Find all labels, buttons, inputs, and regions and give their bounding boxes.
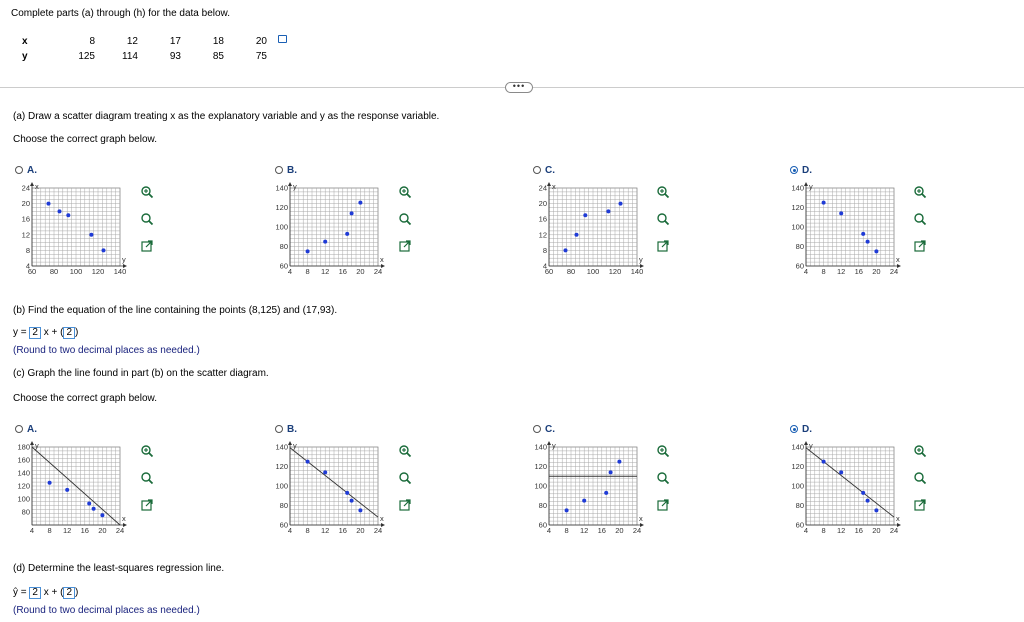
table-row bbox=[22, 49, 267, 64]
x-tick-label: 12 bbox=[837, 526, 846, 535]
equation-prefix: y = bbox=[13, 327, 27, 338]
radio-c-option-c[interactable] bbox=[533, 425, 541, 433]
data-point bbox=[350, 499, 354, 503]
x-tick-label: 12 bbox=[321, 267, 330, 276]
y-value: 114 bbox=[122, 51, 138, 62]
y-tick-label: 24 bbox=[21, 183, 30, 193]
icon-handle bbox=[407, 480, 411, 484]
data-point bbox=[874, 508, 878, 512]
x-tick-label: 16 bbox=[597, 526, 606, 535]
x-tick-label: 8 bbox=[821, 267, 826, 276]
y-tick-label: 100 bbox=[275, 481, 288, 491]
data-point bbox=[358, 508, 362, 512]
y-tick-label: 140 bbox=[534, 442, 547, 452]
y-value: 85 bbox=[212, 51, 224, 62]
icon-handle bbox=[665, 453, 669, 457]
part-d-question: (d) Determine the least-squares regression line. bbox=[13, 563, 225, 574]
y-tick-label: 140 bbox=[791, 442, 804, 452]
x-tick-label: 16 bbox=[338, 526, 347, 535]
y-tick-label: 4 bbox=[25, 261, 30, 271]
zoom-in-icon[interactable] bbox=[140, 444, 156, 460]
y-tick-label: 16 bbox=[21, 214, 30, 224]
data-point bbox=[345, 491, 349, 495]
x-value: 17 bbox=[169, 36, 181, 47]
slope-input[interactable]: 2 bbox=[29, 587, 41, 599]
open-new-window-icon[interactable] bbox=[656, 498, 672, 514]
x-tick-label: 20 bbox=[872, 526, 881, 535]
x-tick-label: 60 bbox=[544, 267, 554, 276]
y-tick-label: 120 bbox=[17, 481, 30, 491]
x-tick-label: 4 bbox=[287, 267, 293, 276]
y-axis-label: y bbox=[293, 441, 297, 450]
y-tick-label: 80 bbox=[538, 501, 547, 510]
icon-lens bbox=[915, 214, 923, 222]
zoom-out-icon[interactable] bbox=[140, 471, 156, 487]
y-axis-arrow bbox=[547, 441, 551, 445]
open-new-window-icon[interactable] bbox=[140, 239, 156, 255]
zoom-out-icon[interactable] bbox=[398, 212, 414, 228]
y-tick-label: 80 bbox=[279, 501, 288, 510]
grid bbox=[290, 188, 378, 266]
data-point bbox=[66, 213, 70, 217]
y-axis-label: x bbox=[35, 182, 39, 191]
y-tick-label: 80 bbox=[21, 507, 30, 517]
part-a-instruction: Choose the correct graph below. bbox=[13, 134, 157, 145]
x-tick-label: 16 bbox=[80, 526, 89, 535]
x-value: 12 bbox=[126, 36, 138, 47]
icon-handle bbox=[407, 453, 411, 457]
data-point bbox=[604, 491, 608, 495]
y-axis-label: y bbox=[809, 182, 813, 191]
rounding-note: (Round to two decimal places as needed.) bbox=[13, 605, 200, 616]
x-tick-label: 16 bbox=[854, 267, 863, 276]
x-tick-label: 8 bbox=[564, 526, 569, 535]
y-tick-label: 60 bbox=[538, 520, 547, 530]
x-axis-label: x bbox=[122, 514, 126, 523]
zoom-out-icon[interactable] bbox=[656, 212, 672, 228]
icon-handle bbox=[665, 480, 669, 484]
data-point bbox=[323, 240, 327, 244]
icon-handle bbox=[407, 194, 411, 198]
grid bbox=[549, 188, 637, 266]
x-tick-label: 24 bbox=[373, 526, 383, 535]
y-tick-label: 100 bbox=[791, 222, 804, 232]
open-new-window-icon[interactable] bbox=[913, 239, 929, 255]
y-tick-label: 100 bbox=[275, 222, 288, 232]
option-label: D. bbox=[802, 424, 812, 435]
open-new-window-icon[interactable] bbox=[656, 239, 672, 255]
data-point bbox=[575, 233, 579, 237]
y-tick-label: 80 bbox=[795, 501, 804, 510]
x-tick-label: 140 bbox=[630, 267, 644, 276]
y-tick-label: 120 bbox=[791, 462, 804, 471]
data-point bbox=[58, 209, 62, 213]
y-axis-arrow bbox=[547, 182, 551, 186]
y-axis-label: x bbox=[552, 182, 556, 191]
data-point bbox=[822, 201, 826, 205]
x-value: 18 bbox=[212, 36, 224, 47]
y-axis-label: y bbox=[809, 441, 813, 450]
data-point bbox=[306, 249, 310, 253]
option-label: A. bbox=[27, 165, 37, 176]
x-tick-label: 20 bbox=[356, 526, 365, 535]
y-axis-label: y bbox=[293, 182, 297, 191]
rounding-note: (Round to two decimal places as needed.) bbox=[13, 345, 200, 356]
icon-handle bbox=[665, 221, 669, 225]
x-tick-label: 4 bbox=[29, 526, 35, 535]
data-point bbox=[822, 460, 826, 464]
y-header: y bbox=[22, 51, 28, 62]
data-point bbox=[609, 470, 613, 474]
y-value: 75 bbox=[255, 51, 267, 62]
graph-a-option-c bbox=[529, 182, 649, 284]
data-table bbox=[22, 34, 267, 64]
x-tick-label: 24 bbox=[889, 267, 899, 276]
graph-c-option-c bbox=[529, 441, 649, 543]
data-point bbox=[839, 211, 843, 215]
y-tick-label: 8 bbox=[25, 245, 30, 255]
icon-handle bbox=[922, 480, 926, 484]
data-point bbox=[565, 508, 569, 512]
icon-lens bbox=[142, 473, 150, 481]
x-tick-label: 24 bbox=[373, 267, 383, 276]
y-tick-label: 100 bbox=[17, 494, 30, 504]
icon-lens bbox=[658, 214, 666, 222]
icon-lens bbox=[142, 214, 150, 222]
radio-a-option-a[interactable] bbox=[15, 166, 23, 174]
y-axis-arrow bbox=[288, 182, 292, 186]
x-tick-label: 80 bbox=[49, 267, 59, 276]
data-point bbox=[866, 240, 870, 244]
y-tick-label: 120 bbox=[534, 462, 547, 471]
zoom-out-icon[interactable] bbox=[913, 212, 929, 228]
option-label: C. bbox=[545, 165, 555, 176]
x-tick-label: 20 bbox=[356, 267, 365, 276]
icon-handle bbox=[149, 221, 153, 225]
data-point bbox=[87, 502, 91, 506]
y-tick-label: 160 bbox=[17, 455, 30, 465]
x-tick-label: 60 bbox=[27, 267, 37, 276]
y-tick-label: 100 bbox=[534, 481, 547, 491]
x-tick-label: 8 bbox=[305, 267, 310, 276]
graph-a-option-d bbox=[786, 182, 906, 284]
x-tick-label: 24 bbox=[115, 526, 125, 535]
graph-c-option-b bbox=[270, 441, 390, 543]
x-tick-label: 12 bbox=[580, 526, 589, 535]
y-tick-label: 140 bbox=[275, 183, 288, 193]
part-d-equation: ŷ = 2 x + ( 2 ) bbox=[13, 587, 79, 598]
data-point bbox=[861, 491, 865, 495]
zoom-out-icon[interactable] bbox=[913, 471, 929, 487]
zoom-in-icon[interactable] bbox=[656, 185, 672, 201]
slope-input[interactable]: 2 bbox=[29, 327, 41, 339]
data-point bbox=[839, 470, 843, 474]
x-header: x bbox=[22, 36, 28, 47]
radio-a-option-c[interactable] bbox=[533, 166, 541, 174]
part-b-question: (b) Find the equation of the line containing the points (8,125) and (17,93). bbox=[13, 305, 338, 316]
option-label: A. bbox=[27, 424, 37, 435]
x-value: 20 bbox=[255, 36, 267, 47]
data-point bbox=[345, 232, 349, 236]
open-new-window-icon[interactable] bbox=[398, 239, 414, 255]
data-point bbox=[866, 499, 870, 503]
y-tick-label: 12 bbox=[538, 230, 547, 240]
y-axis-arrow bbox=[30, 182, 34, 186]
radio-c-option-d[interactable] bbox=[790, 425, 798, 433]
y-tick-label: 180 bbox=[17, 442, 30, 452]
x-tick-label: 140 bbox=[113, 267, 127, 276]
radio-c-option-b[interactable] bbox=[275, 425, 283, 433]
option-label: B. bbox=[287, 424, 297, 435]
radio-c-option-a[interactable] bbox=[15, 425, 23, 433]
icon-handle bbox=[149, 480, 153, 484]
icon-handle bbox=[922, 453, 926, 457]
icon-handle bbox=[922, 194, 926, 198]
y-axis-arrow bbox=[288, 441, 292, 445]
x-value: 8 bbox=[89, 36, 95, 47]
radio-a-option-b[interactable] bbox=[275, 166, 283, 174]
x-tick-label: 16 bbox=[338, 267, 347, 276]
equation-mid: x + bbox=[43, 587, 58, 598]
y-tick-label: 60 bbox=[795, 520, 804, 530]
y-axis-arrow bbox=[804, 182, 808, 186]
data-point bbox=[564, 248, 568, 252]
x-axis-label: y bbox=[639, 255, 643, 264]
graph-c-option-d bbox=[786, 441, 906, 543]
y-tick-label: 12 bbox=[21, 230, 30, 240]
open-new-window-icon[interactable] bbox=[140, 498, 156, 514]
x-tick-label: 120 bbox=[608, 267, 622, 276]
icon-handle bbox=[149, 453, 153, 457]
data-point bbox=[874, 249, 878, 253]
y-tick-label: 20 bbox=[538, 199, 547, 209]
table-row bbox=[22, 34, 267, 49]
graph-a-option-b bbox=[270, 182, 390, 284]
data-point bbox=[306, 460, 310, 464]
x-axis-label: y bbox=[122, 255, 126, 264]
x-axis-label: x bbox=[896, 514, 900, 523]
zoom-in-icon[interactable] bbox=[913, 444, 929, 460]
graph-a-option-a bbox=[12, 182, 132, 284]
y-tick-label: 120 bbox=[791, 203, 804, 212]
data-point bbox=[619, 202, 623, 206]
data-point bbox=[100, 513, 104, 517]
y-axis-label: y bbox=[35, 441, 39, 450]
x-tick-label: 8 bbox=[821, 526, 826, 535]
x-tick-label: 100 bbox=[586, 267, 600, 276]
intercept-input[interactable]: 2 bbox=[63, 587, 75, 599]
grid bbox=[549, 447, 637, 525]
data-point bbox=[583, 213, 587, 217]
x-tick-label: 8 bbox=[47, 526, 52, 535]
x-tick-label: 20 bbox=[98, 526, 107, 535]
data-point bbox=[358, 201, 362, 205]
data-point bbox=[92, 507, 96, 511]
x-tick-label: 12 bbox=[837, 267, 846, 276]
grid bbox=[806, 188, 894, 266]
data-point bbox=[102, 248, 106, 252]
x-tick-label: 4 bbox=[803, 526, 809, 535]
equation-prefix: ŷ = bbox=[13, 587, 27, 598]
data-point bbox=[47, 202, 51, 206]
zoom-out-icon[interactable] bbox=[140, 212, 156, 228]
problem-title: Complete parts (a) through (h) for the data below. bbox=[11, 8, 231, 19]
icon-handle bbox=[407, 221, 411, 225]
y-tick-label: 140 bbox=[791, 183, 804, 193]
icon-handle bbox=[149, 194, 153, 198]
part-a-question: (a) Draw a scatter diagram treating x as the explanatory variable and y as the response variable. bbox=[13, 111, 440, 122]
y-tick-label: 20 bbox=[21, 199, 30, 209]
icon-lens bbox=[400, 473, 408, 481]
icon-handle bbox=[665, 194, 669, 198]
y-tick-label: 8 bbox=[542, 245, 547, 255]
y-tick-label: 80 bbox=[279, 242, 288, 251]
x-axis-label: x bbox=[639, 514, 643, 523]
zoom-out-icon[interactable] bbox=[398, 471, 414, 487]
y-tick-label: 60 bbox=[279, 520, 288, 530]
y-tick-label: 16 bbox=[538, 214, 547, 224]
data-point bbox=[606, 209, 610, 213]
data-point bbox=[861, 232, 865, 236]
x-tick-label: 24 bbox=[632, 526, 642, 535]
zoom-in-icon[interactable] bbox=[913, 185, 929, 201]
icon-lens bbox=[915, 473, 923, 481]
equation-mid: x + bbox=[43, 327, 58, 338]
y-value: 125 bbox=[78, 51, 95, 62]
x-tick-label: 4 bbox=[803, 267, 809, 276]
grid bbox=[32, 188, 120, 266]
part-c-question: (c) Graph the line found in part (b) on the scatter diagram. bbox=[13, 368, 269, 379]
x-tick-label: 16 bbox=[854, 526, 863, 535]
x-tick-label: 120 bbox=[91, 267, 105, 276]
y-tick-label: 80 bbox=[795, 242, 804, 251]
y-axis-arrow bbox=[30, 441, 34, 445]
x-tick-label: 4 bbox=[287, 526, 293, 535]
y-tick-label: 100 bbox=[791, 481, 804, 491]
y-axis-label: y bbox=[552, 441, 556, 450]
y-tick-label: 4 bbox=[542, 261, 547, 271]
x-axis-label: x bbox=[896, 255, 900, 264]
x-tick-label: 20 bbox=[872, 267, 881, 276]
zoom-out-icon[interactable] bbox=[656, 471, 672, 487]
data-point bbox=[323, 470, 327, 474]
x-tick-label: 24 bbox=[889, 526, 899, 535]
y-tick-label: 140 bbox=[17, 468, 30, 478]
y-tick-label: 140 bbox=[275, 442, 288, 452]
x-axis-label: x bbox=[380, 255, 384, 264]
zoom-in-icon[interactable] bbox=[140, 185, 156, 201]
x-tick-label: 80 bbox=[566, 267, 576, 276]
part-b-equation: y = 2 x + ( 2 ) bbox=[13, 327, 79, 338]
x-axis-label: x bbox=[380, 514, 384, 523]
x-tick-label: 12 bbox=[321, 526, 330, 535]
x-tick-label: 20 bbox=[615, 526, 624, 535]
option-label: C. bbox=[545, 424, 555, 435]
data-point bbox=[89, 233, 93, 237]
x-tick-label: 4 bbox=[546, 526, 552, 535]
y-value: 93 bbox=[169, 51, 181, 62]
data-point bbox=[48, 481, 52, 485]
table-copy-icon[interactable] bbox=[278, 35, 287, 43]
zoom-in-icon[interactable] bbox=[656, 444, 672, 460]
graph-c-option-a bbox=[12, 441, 132, 543]
x-tick-label: 100 bbox=[69, 267, 83, 276]
option-label: D. bbox=[802, 165, 812, 176]
y-tick-label: 120 bbox=[275, 203, 288, 212]
part-c-instruction: Choose the correct graph below. bbox=[13, 393, 157, 404]
data-point bbox=[65, 488, 69, 492]
zoom-in-icon[interactable] bbox=[398, 185, 414, 201]
data-point bbox=[582, 499, 586, 503]
expand-button[interactable]: ••• bbox=[505, 82, 533, 93]
radio-a-option-d[interactable] bbox=[790, 166, 798, 174]
x-tick-label: 8 bbox=[305, 526, 310, 535]
data-point bbox=[350, 211, 354, 215]
option-label: B. bbox=[287, 165, 297, 176]
y-tick-label: 60 bbox=[795, 261, 804, 271]
data-point bbox=[617, 460, 621, 464]
open-new-window-icon[interactable] bbox=[913, 498, 929, 514]
open-new-window-icon[interactable] bbox=[398, 498, 414, 514]
x-tick-label: 12 bbox=[63, 526, 72, 535]
y-tick-label: 120 bbox=[275, 462, 288, 471]
intercept-input[interactable]: 2 bbox=[63, 327, 75, 339]
y-tick-label: 60 bbox=[279, 261, 288, 271]
icon-handle bbox=[922, 221, 926, 225]
icon-lens bbox=[658, 473, 666, 481]
y-axis-arrow bbox=[804, 441, 808, 445]
y-tick-label: 24 bbox=[538, 183, 547, 193]
icon-lens bbox=[400, 214, 408, 222]
zoom-in-icon[interactable] bbox=[398, 444, 414, 460]
